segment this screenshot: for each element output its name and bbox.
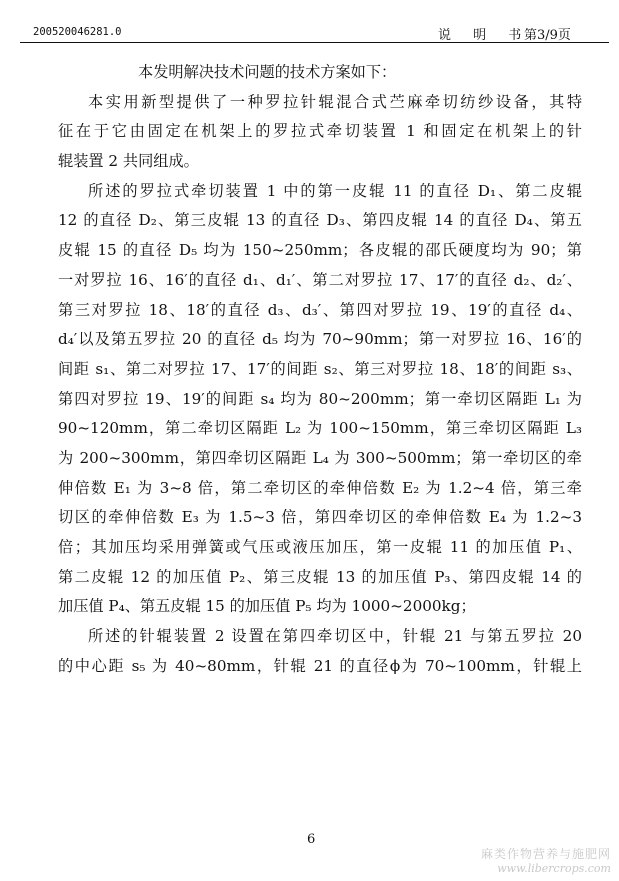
paragraph-line: 皮辊 15 的直径 D₅ 均为 150~250mm；各皮辊的邵氏硬度均为 90；第 [58, 241, 582, 260]
paragraph-line: 征在于它由固定在机架上的罗拉式牵切装置 1 和固定在机架上的针 [58, 122, 582, 141]
paragraph-line: 所述的针辊装置 2 设置在第四牵切区中，针辊 21 与第五罗拉 20 [88, 627, 582, 646]
document-body [58, 58, 582, 681]
watermark-url: www.libercrops.com [497, 862, 611, 875]
paragraph-line: 第四对罗拉 19、19′的间距 s₄ 均为 80~200mm；第一牵切区隔距 L₁ 为 [58, 389, 582, 408]
paragraph-line: 辊装置 2 共同组成。 [58, 152, 199, 171]
paragraph-line: 为 200~300mm，第四牵切区隔距 L₄ 为 300~500mm；第一牵切区的牵 [58, 448, 582, 467]
paragraph-line: 间距 s₁、第二对罗拉 17、17′的间距 s₂、第三对罗拉 18、18′的间距 s₃、 [58, 359, 582, 378]
paragraph-line: 倍；其加压均采用弹簧或气压或液压加压，第一皮辊 11 的加压值 P₁、 [58, 538, 582, 556]
paragraph-line: 第二皮辊 12 的加压值 P₂、第三皮辊 13 的加压值 P₃、第四皮辊 14 的 [58, 567, 582, 586]
section-heading: 本发明解决技术问题的技术方案如下： [138, 63, 397, 81]
paragraph-line: 的中心距 s₅ 为 40~80mm，针辊 21 的直径ϕ为 70~100mm，针辊上 [58, 656, 582, 675]
page-fraction: 第3/9页 [524, 28, 571, 43]
paragraph-line: 切区的牵伸倍数 E₃ 为 1.5~3 倍，第四牵切区的牵伸倍数 E₄ 为 1.2~3 [58, 508, 582, 527]
paragraph-line: 所述的罗拉式牵切装置 1 中的第一皮辊 11 的直径 D₁、第二皮辊 [88, 181, 582, 200]
page-number: 6 [307, 832, 316, 847]
paragraph-line: 一对罗拉 16、16′的直径 d₁、d₁′、第二对罗拉 17、17′的直径 d₂、d₂′、 [58, 270, 582, 289]
watermark [481, 845, 611, 875]
application-number: 200520046281.0 [33, 26, 122, 38]
paragraph-line: 90~120mm，第二牵切区隔距 L₂ 为 100~150mm，第三牵切区隔距 L₃ [58, 419, 582, 438]
watermark-site-name: 麻类作物营养与施肥网 [480, 847, 611, 861]
paragraph-line: d₄′以及第五罗拉 20 的直径 d₅ 均为 70~90mm；第一对罗拉 16、16′的 [58, 330, 582, 349]
paragraph-line: 本实用新型提供了一种罗拉针辊混合式苎麻牵切纺纱设备，其特 [88, 92, 582, 111]
paragraph-line: 12 的直径 D₂、第三皮辊 13 的直径 D₃、第四皮辊 14 的直径 D₄、第五 [58, 211, 582, 230]
paragraph-line: 伸倍数 E₁ 为 3~8 倍，第二牵切区的牵伸倍数 E₂ 为 1.2~4 倍，第三牵 [58, 478, 582, 497]
header-divider [20, 42, 609, 43]
paragraph-line: 加压值 P₄、第五皮辊 15 的加压值 P₅ 均为 1000~2000kg； [58, 597, 476, 616]
document-type-title: 说 明 书 [438, 28, 531, 43]
paragraph-line: 第三对罗拉 18、18′的直径 d₃、d₃′、第四对罗拉 19、19′的直径 d₄、 [58, 300, 582, 319]
page-header [20, 22, 609, 42]
